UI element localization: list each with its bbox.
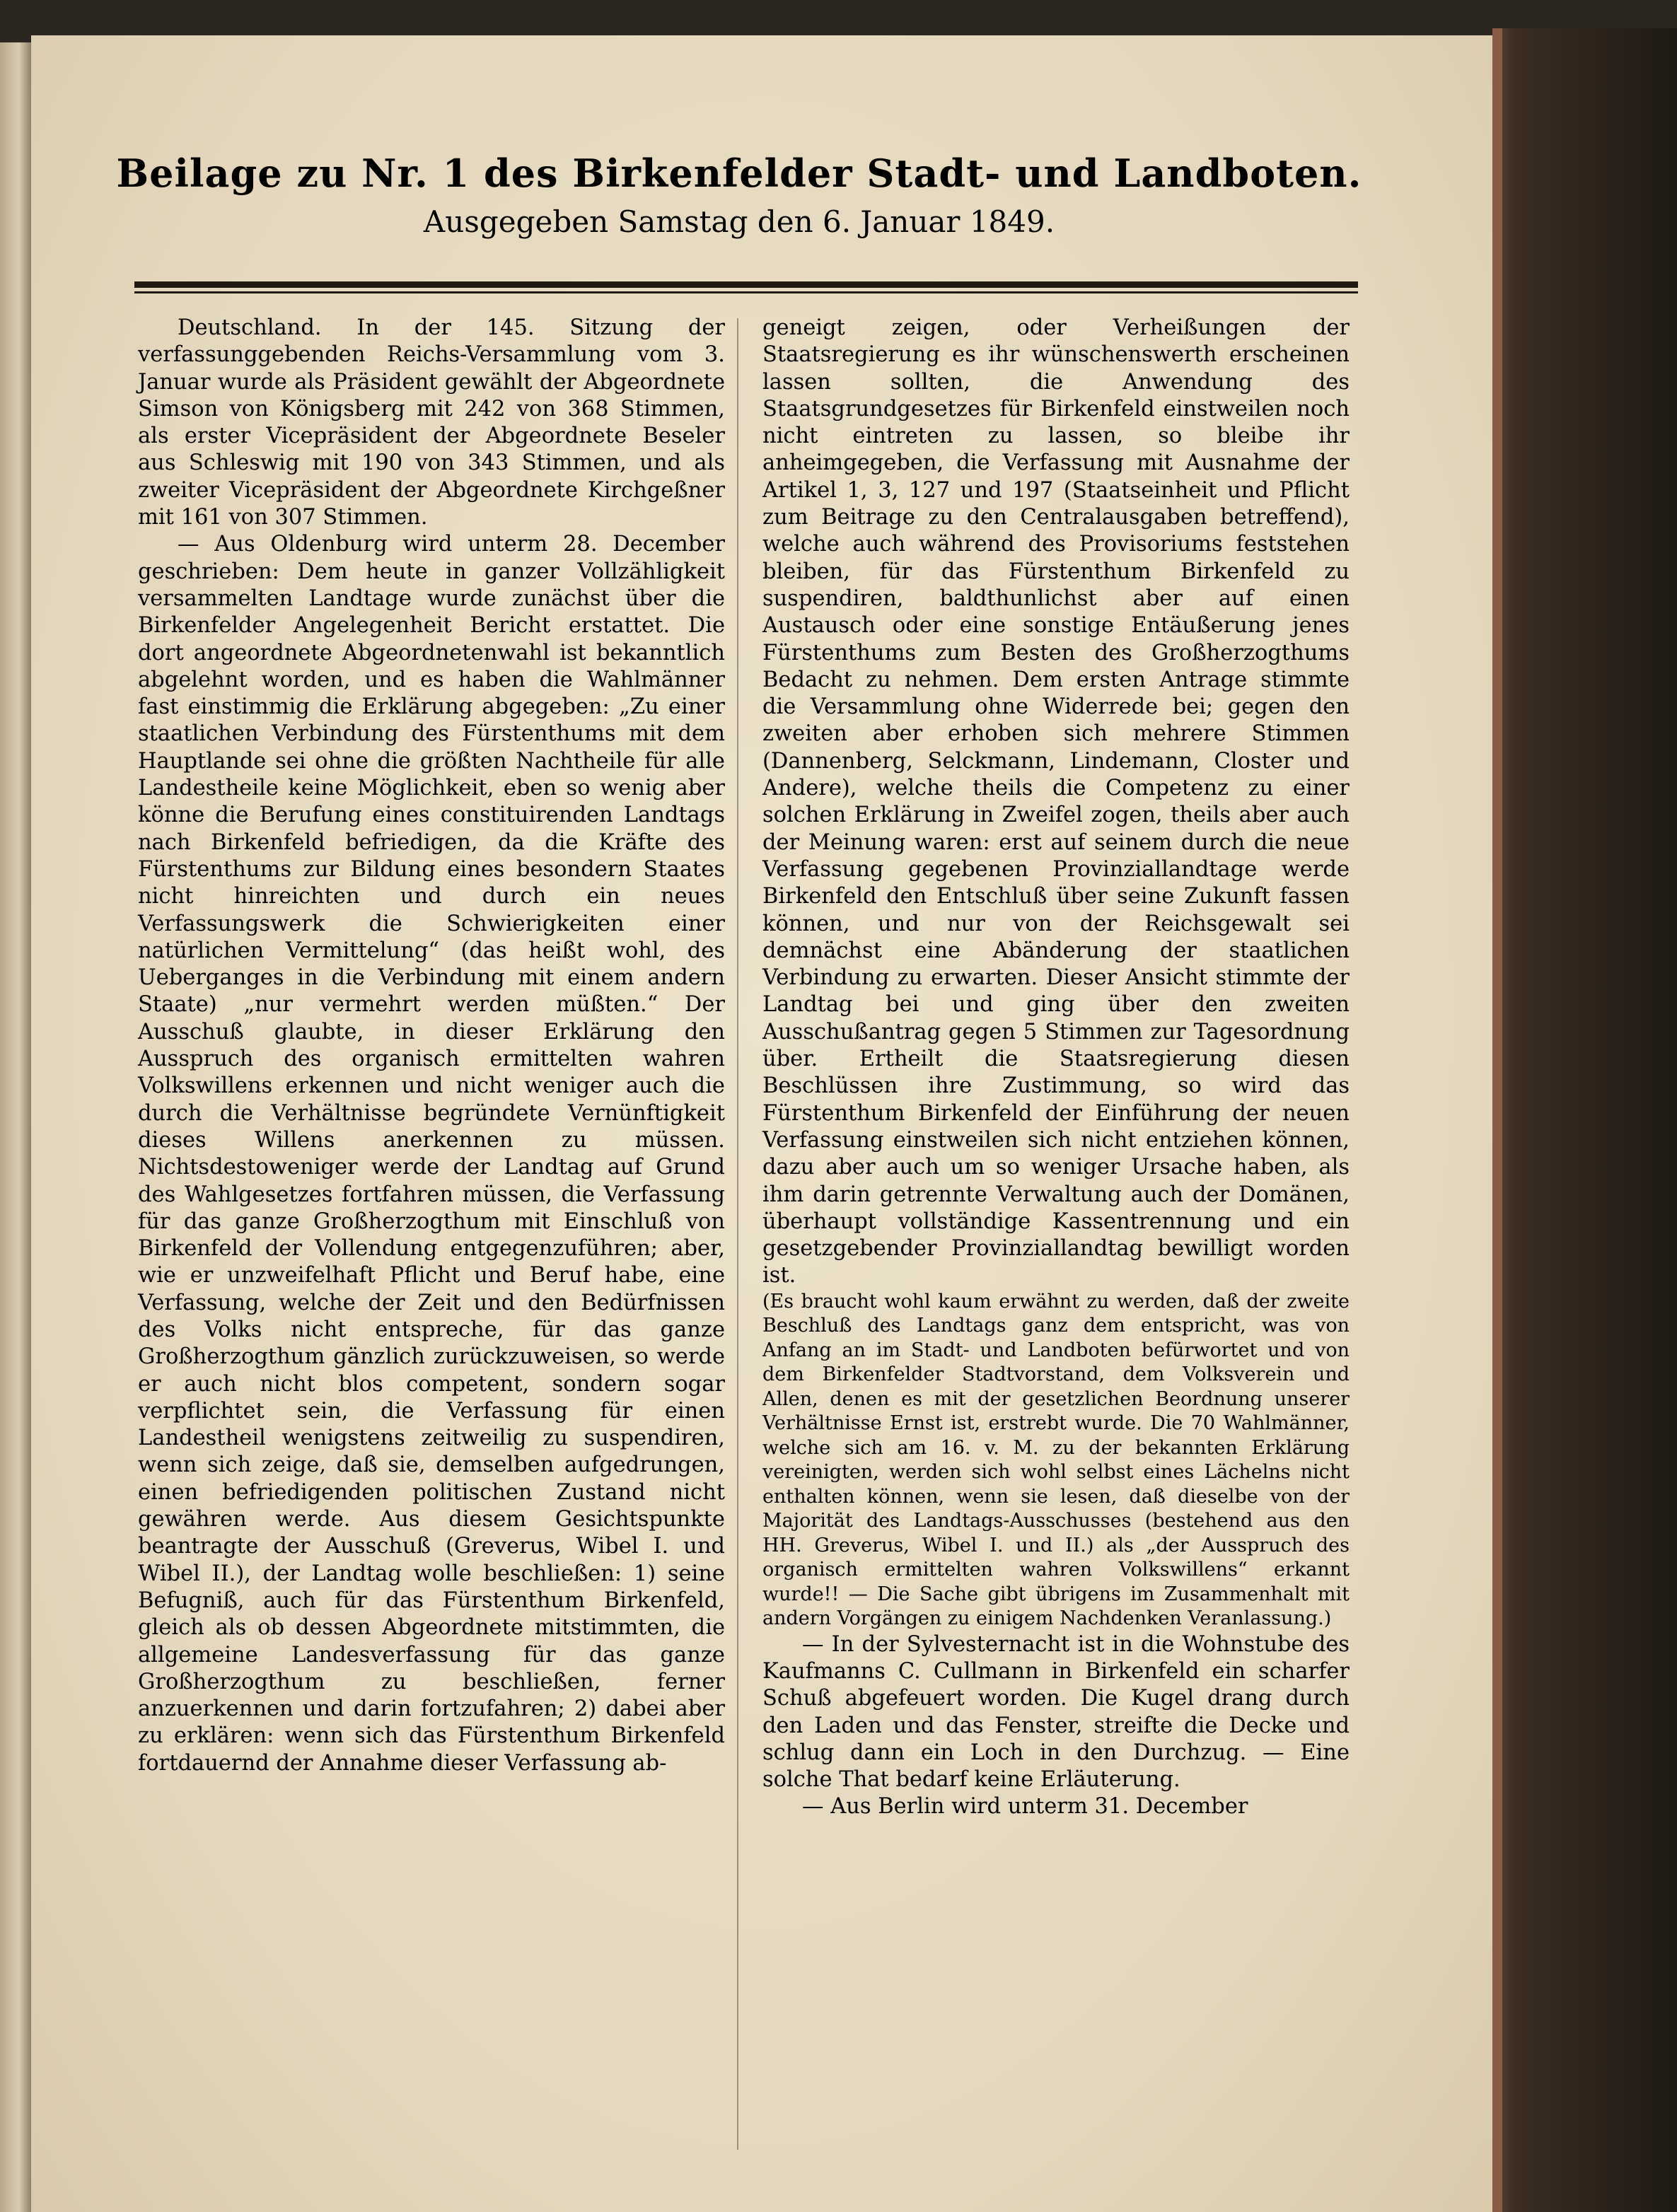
column-divider: [737, 318, 738, 2150]
masthead: [106, 149, 1372, 242]
paragraph: — Aus Oldenburg wird unterm 28. December geschrieben: Dem heute in ganzer Vollzähligkeit versammelten Landtage wurde zunächst über die Birkenfelder Angelegenheit Bericht erstattet. Die dort angeordnete Abgeordnetenwahl ist bekanntlich abgelehnt worden, und es haben die Wahlmänner fast einstimmig die Erklärung abgegeben: „Zu einer staatlichen Verbindung des Fürstenthums mit dem Hauptlande sei ohne die größten Nachtheile für alle Landestheile keine Möglichkeit, eben so wenig aber könne die Berufung eines constituirenden Landtags nach Birkenfeld befriedigen, da die Kräfte des Fürstenthums zur Bildung eines besondern Staates nicht hinreichten und durch ein neues Verfassungswerk die Schwierigkeiten einer natürlichen Vermittelung“ (das heißt wohl, des Ueberganges in die Verbindung mit einem andern Staate) „nur vermehrt werden müßten.“ Der Ausschuß glaubte, in dieser Erklärung den Ausspruch des organisch ermittelten wahren Volkswillens erkennen und nicht weniger auch die durch die Verhältnisse begründete Vernünftigkeit dieses Willens anerkennen zu müssen. Nichtsdestoweniger werde der Landtag auf Grund des Wahlgesetzes fortfahren müssen, die Verfassung für das ganze Großherzogthum mit Einschluß von Birkenfeld der Vollendung entgegenzuführen; aber, wie er unzweifelhaft Pflicht und Beruf habe, eine Verfassung, welche der Zeit und den Bedürfnissen des Volks nicht entspreche, für das ganze Großherzogthum gänzlich zurückzuweisen, so werde er auch nicht blos competent, sondern sogar verpflichtet sein, die Verfassung für einen Landestheil wenigstens zeitweilig zu suspendiren, wenn sich zeige, daß sie, demselben aufgedrungen, einen befriedigenden politischen Zustand nicht gewähren werde. Aus diesem Gesichtspunkte beantragte der Ausschuß (Greverus, Wibel I. und Wibel II.), der Landtag wolle beschließen: 1) seine Befugniß, auch für das Fürstenthum Birkenfeld, gleich als ob dessen Abgeordnete mitstimmten, die allgemeine Landesverfassung für das ganze Großherzogthum zu beschließen, ferner anzuerkennen und darin fortzufahren; 2) dabei aber zu erklären: wenn sich das Fürstenthum Birkenfeld fortdauernd der Annahme dieser Verfassung ab-: [138, 532, 725, 1776]
paragraph: — In der Sylvesternacht ist in die Wohnstube des Kaufmanns C. Cullmann in Birkenfeld ein scharfer Schuß abgefeuert worden. Die Kugel drang durch den Laden und das Fenster, streifte die Decke und schlug dann ein Loch in den Durchzug. — Eine solche That bedarf keine Erläuterung.: [762, 1631, 1350, 1793]
header-rule-thick: [134, 281, 1358, 288]
paragraph: Deutschland. In der 145. Sitzung der verfassunggebenden Reichs-Versammlung vom 3. Januar wurde als Präsident gewählt der Abgeordnete Simson von Königsberg mit 242 von 368 Stimmen, als erster Vicepräsident der Abgeordnete Beseler aus Schleswig mit 190 von 343 Stimmen, und als zweiter Vicepräsident der Abgeordnete Kirchgeßner mit 161 von 307 Stimmen.: [138, 315, 725, 530]
header-rule-thin: [134, 291, 1358, 293]
paragraph: — Aus Berlin wird unterm 31. December: [802, 1794, 1248, 1820]
issue-date-line: Ausgegeben Samstag den 6. Januar 1849.: [423, 204, 1055, 239]
adjacent-page-edge: [0, 42, 31, 2212]
book-spine: [1492, 28, 1677, 2212]
editorial-note: (Es braucht wohl kaum erwähnt zu werden, daß der zweite Beschluß des Landtags ganz dem entspricht, was von Anfang an im Stadt- und Landboten befürwortet und von dem Birkenfelder Stadtvorstand, dem Volksverein und Allen, denen es mit der gesetzlichen Beordnung unserer Verhältnisse Ernst ist, erstrebt wurde. Die 70 Wahlmänner, welche sich am 16. v. M. zu der bekannten Erklärung vereinigten, werden sich wohl selbst eines Lächelns nicht enthalten können, wenn sie lesen, daß dieselbe von der Majorität des Landtags-Ausschusses (bestehend aus den HH. Greverus, Wibel I. und II.) als „der Ausspruch des organisch ermittelten wahren Volkswillens“ erkannt wurde!! — Die Sache gibt übrigens im Zusammenhalt mit andern Vorgängen zu einigem Nachdenken Veranlassung.): [762, 1290, 1350, 1630]
paragraph: geneigt zeigen, oder Verheißungen der Staatsregierung es ihr wünschenswerth erscheinen lassen sollten, die Anwendung des Staatsgrundgesetzes für Birkenfeld einstweilen noch nicht eintreten zu lassen, so bleibe ihr anheimgegeben, die Verfassung mit Ausnahme der Artikel 1, 3, 127 und 197 (Staatseinheit und Pflicht zum Beitrage zu den Centralausgaben betreffend), welche auch während des Provisoriums feststehen bleiben, für das Fürstenthum Birkenfeld zu suspendiren, baldthunlichst aber auf einen Austausch oder eine sonstige Entäußerung jenes Fürstenthums zum Besten des Großherzogthums Bedacht zu nehmen. Dem ersten Antrage stimmte die Versammlung ohne Widerrede bei; gegen den zweiten aber erhoben sich mehrere Stimmen (Dannenberg, Selckmann, Lindemann, Closter und Andere), welche theils die Competenz zu einer solchen Erklärung in Zweifel zogen, theils aber auch der Meinung waren: erst auf seinem durch die neue Verfassung gegebenen Provinziallandtage werde Birkenfeld den Entschluß über seine Zukunft fassen können, und nur von der Reichsgewalt sei demnächst eine Abänderung der staatlichen Verbindung zu erwarten. Dieser Ansicht stimmte der Landtag bei und ging über den zweiten Ausschußantrag gegen 5 Stimmen zur Tagesordnung über. Ertheilt die Staatsregierung diesen Beschlüssen ihre Zustimmung, so wird das Fürstenthum Birkenfeld der Einführung der neuen Verfassung einstweilen sich nicht entziehen können, dazu aber auch um so weniger Ursache haben, als ihm darin getrennte Verwaltung auch der Domänen, überhaupt vollständige Kassentrennung und ein gesetzgebender Provinziallandtag bewilligt worden ist.: [762, 315, 1350, 1288]
right-column: [762, 315, 1350, 1821]
left-column: [138, 315, 725, 1777]
spine-edge: [1492, 28, 1502, 2212]
page-title: Beilage zu Nr. 1 des Birkenfelder Stadt- und Landboten.: [116, 151, 1362, 196]
